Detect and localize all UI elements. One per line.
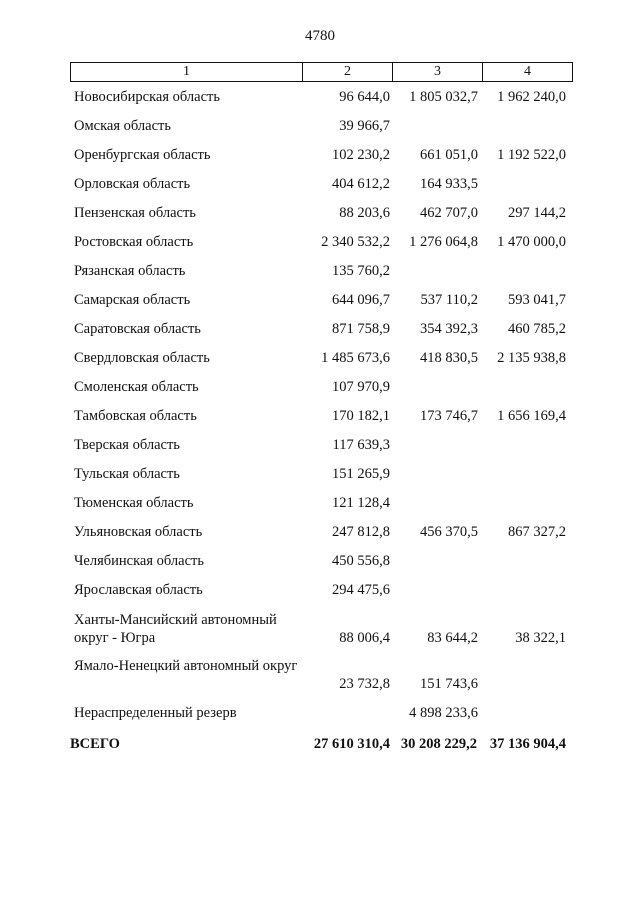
region-name: Тверская область xyxy=(74,437,180,453)
value-col-4: 1 470 000,0 xyxy=(497,234,566,250)
value-col-4: 1 962 240,0 xyxy=(497,89,566,105)
header-col-3: 3 xyxy=(393,63,483,82)
region-name: Ульяновская область xyxy=(74,524,203,540)
value-col-2: 96 644,0 xyxy=(339,89,390,105)
value-col-4: 38 322,1 xyxy=(515,630,566,646)
value-col-2: 39 966,7 xyxy=(339,118,390,134)
region-name: Ростовская область xyxy=(74,234,194,250)
value-col-2: 88 006,4 xyxy=(339,630,390,646)
value-col-4: 1 656 169,4 xyxy=(497,408,566,424)
value-col-3: 661 051,0 xyxy=(420,147,478,163)
value-col-3: 354 392,3 xyxy=(420,321,478,337)
value-col-2: 121 128,4 xyxy=(332,495,390,511)
region-name: Нераспределенный резерв xyxy=(74,705,237,721)
region-name: Пензенская область xyxy=(74,205,196,221)
value-col-4: 460 785,2 xyxy=(508,321,566,337)
region-name: Ямало-Ненецкий автономный округ xyxy=(74,658,298,674)
region-name: Новосибирская область xyxy=(74,89,220,105)
value-col-3: 1 805 032,7 xyxy=(409,89,478,105)
table-header xyxy=(70,62,573,82)
value-col-3: 83 644,2 xyxy=(427,630,478,646)
region-name: Свердловская область xyxy=(74,350,210,366)
total-col-4: 37 136 904,4 xyxy=(489,736,566,752)
value-col-3: 173 746,7 xyxy=(420,408,478,424)
value-col-2: 117 639,3 xyxy=(332,437,390,453)
region-name: Ханты-Мансийский автономный округ - Югра xyxy=(74,612,277,646)
total-col-3: 30 208 229,2 xyxy=(400,736,477,752)
page-number: 4780 xyxy=(305,28,335,44)
value-col-3: 1 276 064,8 xyxy=(409,234,478,250)
value-col-2: 644 096,7 xyxy=(332,292,390,308)
value-col-3: 537 110,2 xyxy=(420,292,478,308)
value-col-2: 88 203,6 xyxy=(339,205,390,221)
region-name: Тульская область xyxy=(74,466,180,482)
region-name: Омская область xyxy=(74,118,171,134)
value-col-3: 456 370,5 xyxy=(420,524,478,540)
value-col-2: 2 340 532,2 xyxy=(321,234,390,250)
value-col-2: 871 758,9 xyxy=(332,321,390,337)
value-col-2: 107 970,9 xyxy=(332,379,390,395)
value-col-4: 867 327,2 xyxy=(508,524,566,540)
value-col-2: 151 265,9 xyxy=(332,466,390,482)
region-name: Ярославская область xyxy=(74,582,203,598)
region-name: Смоленская область xyxy=(74,379,199,395)
value-col-2: 1 485 673,6 xyxy=(321,350,390,366)
value-col-2: 170 182,1 xyxy=(332,408,390,424)
value-col-2: 247 812,8 xyxy=(332,524,390,540)
region-name: Челябинская область xyxy=(74,553,204,569)
value-col-4: 593 041,7 xyxy=(508,292,566,308)
value-col-2: 23 732,8 xyxy=(339,676,390,692)
region-name: Орловская область xyxy=(74,176,191,192)
header-col-2: 2 xyxy=(303,63,393,82)
value-col-4: 2 135 938,8 xyxy=(497,350,566,366)
value-col-4: 1 192 522,0 xyxy=(497,147,566,163)
value-col-3: 151 743,6 xyxy=(420,676,478,692)
region-name: Тюменская область xyxy=(74,495,194,511)
value-col-3: 164 933,5 xyxy=(420,176,478,192)
value-col-2: 450 556,8 xyxy=(332,553,390,569)
total-label: ВСЕГО xyxy=(70,736,120,752)
value-col-3: 4 898 233,6 xyxy=(409,705,478,721)
region-name: Тамбовская область xyxy=(74,408,197,424)
region-name: Самарская область xyxy=(74,292,191,308)
value-col-4: 297 144,2 xyxy=(508,205,566,221)
region-name: Рязанская область xyxy=(74,263,186,279)
region-name: Саратовская область xyxy=(74,321,201,337)
header-col-1: 1 xyxy=(71,63,303,82)
value-col-2: 294 475,6 xyxy=(332,582,390,598)
header-row xyxy=(71,63,573,82)
value-col-2: 404 612,2 xyxy=(332,176,390,192)
header-col-4: 4 xyxy=(483,63,573,82)
value-col-3: 418 830,5 xyxy=(420,350,478,366)
value-col-3: 462 707,0 xyxy=(420,205,478,221)
value-col-2: 102 230,2 xyxy=(332,147,390,163)
region-name: Оренбургская область xyxy=(74,147,211,163)
total-col-2: 27 610 310,4 xyxy=(313,736,390,752)
value-col-2: 135 760,2 xyxy=(332,263,390,279)
